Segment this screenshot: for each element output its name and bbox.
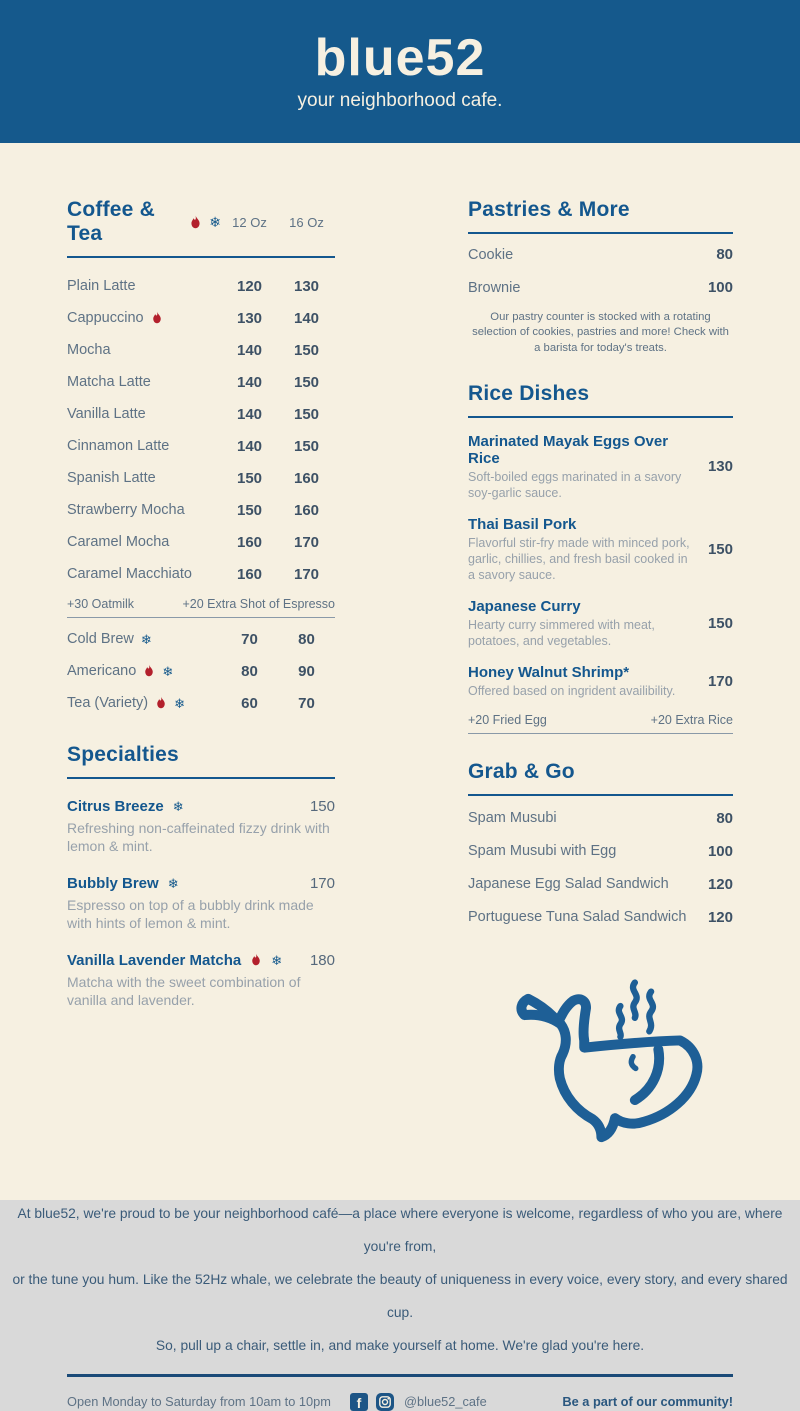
menu-row: [67, 270, 335, 302]
item-description: Hearty curry simmered with meat, potatoes, and vegetables.: [468, 617, 655, 648]
item-price: 80: [716, 246, 733, 263]
grab-go-header: [468, 760, 733, 796]
header-band: [0, 0, 800, 143]
pastries-title: Pastries & More: [468, 198, 630, 221]
menu-row: [67, 462, 335, 494]
specialty-item: [67, 875, 335, 933]
item-price: 80: [716, 809, 733, 827]
item-name: Citrus Breeze: [67, 798, 164, 815]
menu-row: [468, 901, 733, 934]
menu-row: [468, 868, 733, 901]
menu-row: [67, 526, 335, 558]
left-column: [67, 198, 335, 1151]
brand-tagline: your neighborhood cafe.: [297, 89, 503, 111]
rice-dish-item: [468, 664, 733, 699]
item-price: 170: [309, 874, 335, 892]
item-name: Vanilla Latte: [67, 406, 146, 422]
price-16oz: 150: [293, 437, 320, 455]
menu-row: [468, 835, 733, 868]
item-name: Spam Musubi with Egg: [468, 843, 617, 860]
cold-icon: ❄: [172, 799, 184, 814]
rice-dish-item: [468, 516, 733, 583]
instagram-icon[interactable]: [376, 1393, 394, 1411]
addon-espresso-shot: +20 Extra Shot of Espresso: [182, 597, 335, 611]
item-name: Americano: [67, 663, 137, 679]
grab-go-title: Grab & Go: [468, 759, 575, 783]
item-name: Cinnamon Latte: [67, 438, 170, 454]
item-description: Flavorful stir-fry made with minced pork, garlic, chillies, and fresh basil cooked in a savory sauce.: [468, 535, 690, 582]
item-description: Matcha with the sweet combination of vanilla and lavender.: [67, 973, 301, 1009]
item-name: Spam Musubi: [468, 810, 557, 827]
item-name: Brownie: [468, 279, 521, 296]
menu-row: [67, 623, 335, 655]
column-header-16oz: 16 Oz: [289, 214, 324, 230]
item-name: Marinated Mayak Eggs Over Rice: [468, 432, 669, 467]
menu-row: [67, 494, 335, 526]
item-name: Matcha Latte: [67, 374, 151, 390]
cold-icon: ❄: [209, 214, 221, 230]
hot-icon: [155, 696, 167, 710]
item-name: Portuguese Tuna Salad Sandwich: [468, 909, 687, 926]
menu-row: [67, 366, 335, 398]
price-12oz: 60: [241, 694, 258, 712]
item-price: 150: [309, 798, 335, 815]
cold-icon: ❄: [271, 952, 283, 968]
item-price: 150: [707, 540, 733, 558]
pastries-header: [468, 198, 733, 234]
price-12oz: 150: [236, 501, 263, 519]
item-name: Cookie: [468, 246, 514, 263]
price-16oz: 160: [293, 469, 320, 487]
price-16oz: 170: [293, 565, 320, 583]
item-name: Honey Walnut Shrimp*: [468, 663, 630, 681]
price-12oz: 160: [236, 565, 263, 583]
menu-columns: [0, 198, 800, 1151]
item-name: Caramel Mocha: [67, 534, 170, 550]
menu-row: [468, 271, 733, 304]
addon-oatmilk: +30 Oatmilk: [67, 597, 135, 611]
opening-hours: Open Monday to Saturday from 10am to 10pm: [67, 1394, 331, 1410]
item-price: 130: [707, 458, 733, 476]
social-icons: [350, 1393, 394, 1411]
cold-icon: ❄: [140, 631, 152, 647]
specialty-item: [67, 952, 335, 1010]
specialties-title: Specialties: [67, 743, 179, 766]
menu-row: [67, 398, 335, 430]
item-name: Strawberry Mocha: [67, 502, 185, 518]
about-line-2: or the tune you hum. Like the 52Hz whale, we celebrate the beauty of uniqueness in every voice, every story, and every shared cup.: [12, 1271, 788, 1320]
item-name: Mocha: [67, 342, 111, 358]
menu-row: [67, 687, 335, 719]
menu-row: [468, 238, 733, 271]
addon-fried-egg: +20 Fried Egg: [468, 712, 547, 727]
hot-icon: [189, 215, 202, 230]
item-description: Espresso on top of a bubbly drink made with hints of lemon & mint.: [67, 896, 314, 932]
item-description: Refreshing non-caffeinated fizzy drink with lemon & mint.: [67, 820, 330, 855]
price-16oz: 80: [298, 630, 315, 648]
cold-icon: ❄: [162, 663, 174, 679]
price-16oz: 160: [293, 501, 320, 519]
item-name: Cappuccino: [67, 310, 144, 326]
price-16oz: 70: [298, 694, 315, 712]
item-price: 120: [707, 875, 733, 893]
rice-dish-item: [468, 433, 733, 501]
coffee-tea-title: Coffee & Tea: [67, 198, 155, 245]
item-price: 100: [707, 842, 733, 860]
specialties-header: [67, 743, 335, 779]
menu-row: [67, 558, 335, 590]
about-line-1: At blue52, we're proud to be your neighborhood café—a place where everyone is welcome, regardless of who you are, where you're from,: [17, 1205, 783, 1254]
price-12oz: 140: [236, 373, 263, 391]
item-name: Spanish Latte: [67, 470, 156, 486]
price-16oz: 140: [293, 309, 320, 327]
item-name: Plain Latte: [67, 278, 136, 294]
right-column: [468, 198, 733, 1151]
addon-extra-rice: +20 Extra Rice: [650, 712, 733, 727]
cold-icon: ❄: [174, 695, 186, 711]
price-12oz: 150: [236, 469, 263, 487]
item-name: Cold Brew: [67, 631, 134, 647]
coffee-addons-row: [67, 597, 335, 618]
price-16oz: 150: [293, 405, 320, 423]
item-name: Thai Basil Pork: [468, 515, 577, 533]
price-16oz: 130: [293, 277, 320, 295]
community-text: Be a part of our community!: [562, 1394, 733, 1410]
price-12oz: 80: [241, 662, 258, 680]
whale-logo: [468, 966, 733, 1151]
facebook-icon[interactable]: f: [350, 1393, 368, 1411]
hot-icon: [151, 311, 163, 325]
menu-row: [468, 802, 733, 835]
column-header-12oz: 12 Oz: [232, 214, 267, 230]
social-handle[interactable]: @blue52_cafe: [404, 1394, 487, 1410]
item-name: Japanese Egg Salad Sandwich: [468, 876, 669, 893]
coffee-tea-header: [67, 198, 335, 258]
item-name: Bubbly Brew: [67, 874, 159, 892]
menu-row: [67, 302, 335, 334]
price-12oz: 70: [241, 630, 258, 648]
price-16oz: 150: [293, 373, 320, 391]
item-price: 150: [707, 614, 733, 632]
rice-dishes-header: [468, 382, 733, 418]
menu-row: [67, 334, 335, 366]
item-name: Caramel Macchiato: [67, 566, 192, 582]
item-description: Offered based on ingrident availibility.: [468, 683, 676, 698]
menu-row: [67, 430, 335, 462]
brand-logo: blue52: [314, 28, 486, 87]
footer-bar: [0, 1393, 800, 1411]
price-12oz: 140: [236, 437, 263, 455]
price-16oz: 150: [293, 341, 320, 359]
price-12oz: 120: [236, 277, 263, 295]
item-name: Tea (Variety): [67, 695, 149, 711]
price-12oz: 140: [236, 341, 263, 359]
hot-icon: [250, 953, 262, 967]
footer-divider: [67, 1374, 733, 1377]
price-12oz: 130: [236, 309, 263, 327]
about-text: [0, 1197, 800, 1362]
price-12oz: 160: [236, 533, 263, 551]
rice-dishes-title: Rice Dishes: [468, 381, 590, 405]
menu-row: [67, 655, 335, 687]
item-price: 100: [707, 279, 733, 296]
specialty-item: [67, 798, 335, 856]
item-name: Vanilla Lavender Matcha: [67, 951, 242, 969]
rice-addons-row: [468, 713, 733, 734]
rice-dish-item: [468, 598, 733, 649]
cold-icon: ❄: [167, 875, 179, 891]
about-line-3: So, pull up a chair, settle in, and make yourself at home. We're glad you're here.: [155, 1337, 645, 1353]
price-16oz: 90: [298, 662, 315, 680]
hot-icon: [143, 664, 155, 678]
item-description: Soft-boiled eggs marinated in a savory soy-garlic sauce.: [468, 469, 682, 500]
pastry-note: Our pastry counter is stocked with a rotating selection of cookies, pastries and more! Check with a barista for today's treats.: [472, 311, 729, 354]
item-price: 180: [309, 951, 335, 969]
price-16oz: 170: [293, 533, 320, 551]
price-12oz: 140: [236, 405, 263, 423]
item-price: 120: [707, 908, 733, 926]
item-price: 170: [707, 672, 733, 690]
item-name: Japanese Curry: [468, 597, 581, 615]
